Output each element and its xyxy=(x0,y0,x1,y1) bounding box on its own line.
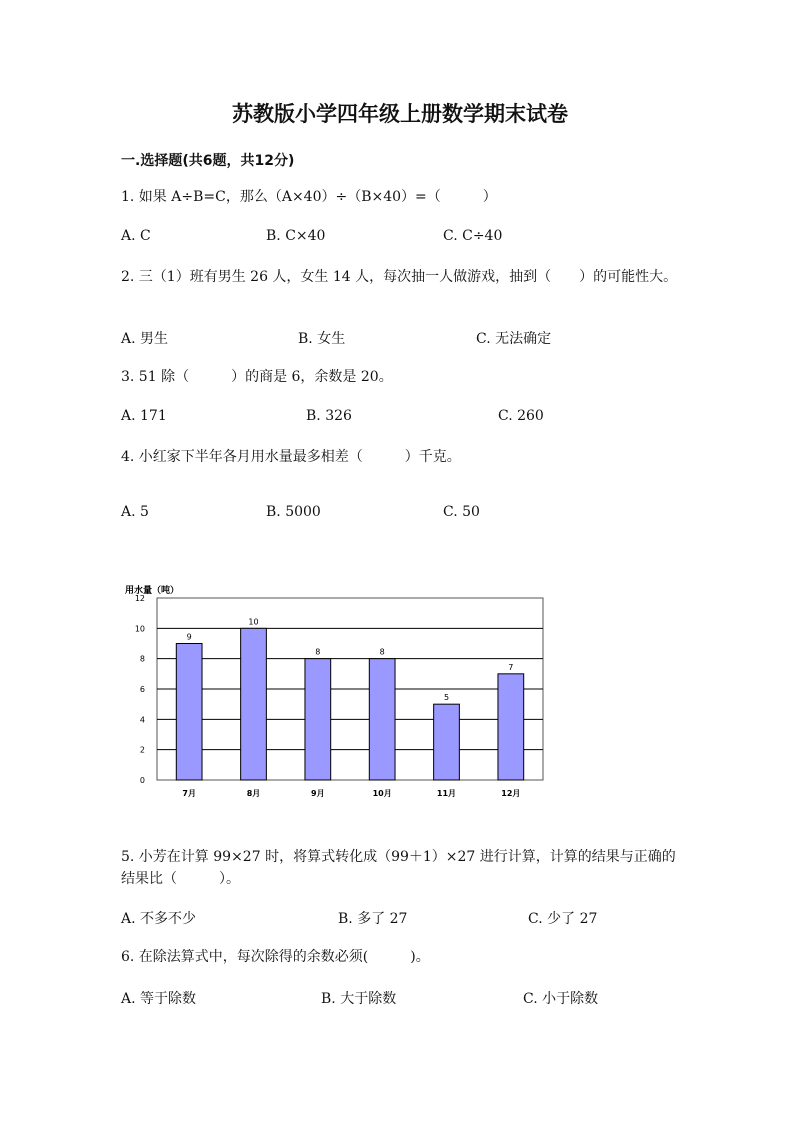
x-tick-label: 7月 xyxy=(182,789,196,798)
q4-option-c[interactable]: C. 50 xyxy=(443,504,480,520)
q2-option-a[interactable]: A. 男生 xyxy=(121,331,169,347)
y-tick-label: 2 xyxy=(139,745,145,755)
y-tick-label: 8 xyxy=(139,654,145,664)
y-tick-label: 6 xyxy=(139,685,145,694)
q4-option-b[interactable]: B. 5000 xyxy=(266,504,321,520)
bar-value-label: 10 xyxy=(248,617,259,627)
q3-option-c[interactable]: C. 260 xyxy=(498,408,544,424)
q1-option-c[interactable]: C. C÷40 xyxy=(443,228,503,244)
question-5: 5. 小芳在计算 99×27 时，将算式转化成（99＋1）×27 进行计算，计算的结果与正确的结果比（ ）。 xyxy=(121,849,676,887)
chart-y-label: 用水量（吨） xyxy=(125,586,180,596)
bar-value-label: 9 xyxy=(186,632,192,642)
bar xyxy=(305,659,331,780)
q4-option-a[interactable]: A. 5 xyxy=(121,504,149,520)
y-tick-label: 4 xyxy=(139,715,145,725)
q6-option-a[interactable]: A. 等于除数 xyxy=(121,991,197,1007)
bar xyxy=(369,659,395,780)
bar xyxy=(434,704,460,780)
question-2: 2. 三（1）班有男生 26 人，女生 14 人，每次抽一人做游戏，抽到（ ）的可能性大。 xyxy=(121,269,678,285)
question-6: 6. 在除法算式中，每次除得的余数必须( )。 xyxy=(121,949,430,965)
section-heading: 一.选择题(共6题，共12分) xyxy=(121,153,295,169)
bar-value-label: 7 xyxy=(508,662,514,672)
q3-option-b[interactable]: B. 326 xyxy=(306,408,352,424)
q5-option-b[interactable]: B. 多了 27 xyxy=(338,911,408,927)
x-tick-label: 11月 xyxy=(436,789,457,798)
q1-option-b[interactable]: B. C×40 xyxy=(266,228,326,244)
bar-value-label: 8 xyxy=(379,647,385,657)
q6-option-c[interactable]: C. 小于除数 xyxy=(523,991,599,1007)
y-tick-label: 10 xyxy=(134,624,145,634)
q2-option-b[interactable]: B. 女生 xyxy=(298,331,346,347)
question-4: 4. 小红家下半年各月用水量最多相差（ ）千克。 xyxy=(121,449,461,465)
question-1: 1. 如果 A÷B=C，那么（A×40）÷（B×40）=（ ） xyxy=(121,189,497,205)
x-tick-label: 10月 xyxy=(372,789,392,798)
bar xyxy=(498,674,524,780)
bar xyxy=(176,644,202,781)
q2-option-c[interactable]: C. 无法确定 xyxy=(476,331,552,347)
q5-option-a[interactable]: A. 不多不少 xyxy=(121,911,197,927)
q6-option-b[interactable]: B. 大于除数 xyxy=(321,991,397,1007)
page-title: 苏教版小学四年级上册数学期末试卷 xyxy=(232,102,568,126)
q1-option-a[interactable]: A. C xyxy=(121,228,151,244)
bar xyxy=(241,628,267,780)
y-tick-label: 12 xyxy=(134,594,145,603)
q5-option-c[interactable]: C. 少了 27 xyxy=(528,911,598,927)
q3-option-a[interactable]: A. 171 xyxy=(121,408,167,424)
bar-value-label: 8 xyxy=(315,647,321,657)
x-tick-label: 12月 xyxy=(501,789,521,798)
question-3: 3. 51 除（ ）的商是 6，余数是 20。 xyxy=(121,369,393,385)
water-usage-bar-chart xyxy=(115,580,555,805)
y-tick-label: 0 xyxy=(139,776,145,785)
x-tick-label: 8月 xyxy=(246,789,261,798)
bar-value-label: 5 xyxy=(443,693,450,703)
x-tick-label: 9月 xyxy=(311,789,325,798)
